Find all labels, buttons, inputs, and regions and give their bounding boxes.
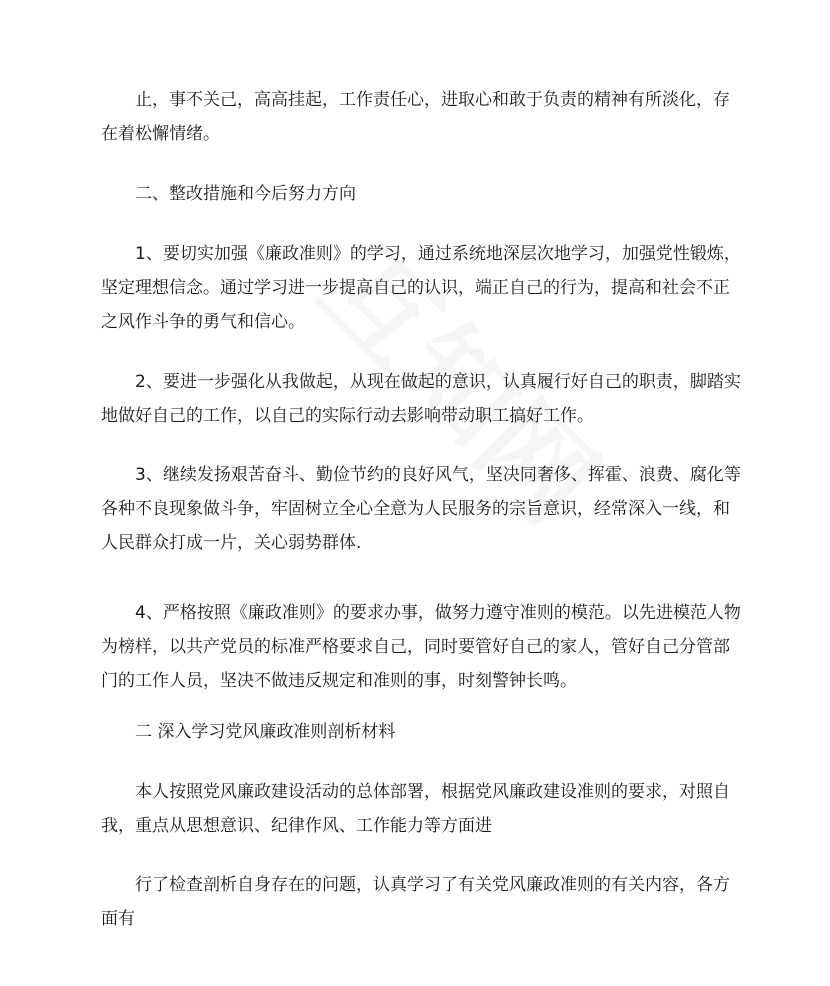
- paragraph-continued: 行了检查剖析自身存在的问题，认真学习了有关党风廉政准则的有关内容，各方面有: [101, 875, 730, 929]
- section-heading-study: 二 深入学习党风廉政准则剖析材料: [135, 722, 396, 742]
- section-heading-rectification: 二、整改措施和今后努力方向: [135, 184, 356, 204]
- paragraph-item-4: 4、严格按照《廉政准则》的要求办事，做努力遵守准则的模范。以先进模范人物为榜样，以共产党员的标准严格要求自己，同时要管好自己的家人，管好自己分管部门的工作人员，坚决不做违反规定和准则的事，时刻警钟长鸣。: [101, 603, 741, 691]
- paragraph-item-3: 3、继续发扬艰苦奋斗、勤俭节约的良好风气，坚决同奢侈、挥霍、浪费、腐化等各种不良现象做斗争，牢固树立全心全意为人民服务的宗旨意识，经常深入一线，和人民群众打成一片，关心弱势群体.: [101, 465, 741, 553]
- paragraph-item-1: 1、要切实加强《廉政准则》的学习，通过系统地深层次地学习，加强党性锻炼，坚定理想信念。通过学习进一步提高自己的认识，端正自己的行为，提高和社会不正之风作斗争的勇气和信心。: [101, 244, 741, 332]
- paragraph-continuation: 止，事不关己，高高挂起，工作责任心，进取心和敢于负责的精神有所淡化，存在着松懈情绪。: [101, 90, 730, 144]
- paragraph-item-2: 2、要进一步强化从我做起，从现在做起的意识，认真履行好自己的职责，脚踏实地做好自己的工作，以自己的实际行动去影响带动职工搞好工作。: [101, 372, 741, 426]
- paragraph-intro: 本人按照党风廉政建设活动的总体部署，根据党风廉政建设准则的要求，对照自我，重点从思想意识、纪律作风、工作能力等方面进: [101, 782, 730, 836]
